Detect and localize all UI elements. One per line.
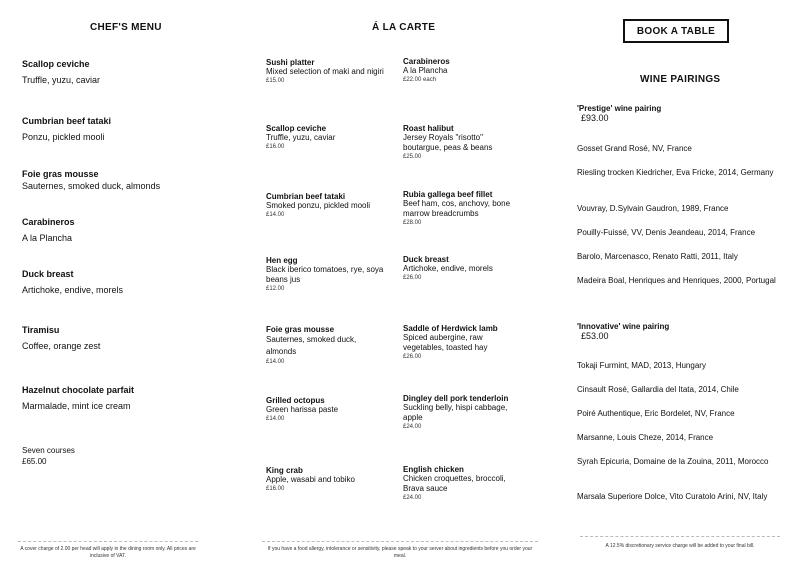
menu-item	[403, 57, 528, 83]
dish-price: £14.00	[266, 212, 285, 218]
menu-item	[403, 255, 528, 281]
dish-desc: Spiced aubergine, raw vegetables, toasted hay	[403, 333, 488, 352]
innovative-heading: 'Innovative' wine pairing	[577, 322, 670, 331]
dish-name: Saddle of Herdwick lamb	[403, 324, 498, 333]
dish-name: King crab	[266, 466, 303, 475]
service-charge-note: A 12.5% discretionary service charge will be added to your final bill.	[605, 543, 755, 549]
dish-price: £24.00	[403, 424, 422, 430]
wine-item: Marsala Superiore Dolce, Vito Curatolo Arini, NV, Italy	[577, 492, 768, 501]
chefs-menu-title: CHEF'S MENU	[90, 22, 162, 33]
dish-desc: Sauternes, smoked duck, almonds	[22, 181, 161, 191]
menu-item	[266, 192, 391, 218]
menu-item	[266, 256, 391, 292]
prestige-heading: 'Prestige' wine pairing	[577, 104, 662, 113]
menu-item	[266, 325, 376, 365]
dish-price: £14.00	[266, 359, 285, 365]
allergy-footer-note: If you have a food allergy, intolerance or sensitivity, please speak to your server about ingredients before you order your meal.	[267, 546, 533, 559]
dish-name: Foie gras mousse	[266, 325, 335, 334]
courses-label: Seven courses	[22, 446, 75, 455]
dish-desc: Black iberico tomatoes, rye, soya beans jus	[266, 265, 384, 284]
wine-item: Cinsault Rosé, Gallardia del Itata, 2014, Chile	[577, 385, 739, 394]
dish-price: £14.00	[266, 416, 285, 422]
dish-desc: Sauternes, smoked duck, almonds	[266, 335, 357, 356]
chefs-item	[22, 269, 123, 295]
wine-item: Pouilly-Fuissé, VV, Denis Jeandeau, 2014, France	[577, 228, 756, 237]
dish-desc: Mixed selection of maki and nigiri	[266, 67, 384, 76]
dish-name: Hazelnut chocolate parfait	[22, 385, 135, 395]
menu-item	[266, 58, 391, 84]
menu-item	[403, 465, 523, 501]
divider	[262, 541, 538, 542]
dish-price: £25.00	[403, 154, 422, 160]
menu-item	[266, 124, 391, 150]
chefs-menu-price: £65.00	[22, 457, 47, 466]
menu-item	[403, 124, 515, 160]
menu-item	[403, 394, 528, 430]
menu-item	[403, 324, 508, 360]
dish-name: Scallop ceviche	[22, 59, 90, 69]
dish-desc: Artichoke, endive, morels	[22, 285, 124, 295]
innovative-pairing-header	[577, 322, 669, 342]
dish-desc: A la Plancha	[22, 233, 73, 243]
wine-item: Gosset Grand Rosé, NV, France	[577, 144, 692, 153]
dish-desc: Jersey Royals "risotto" boutargue, peas & beans	[403, 133, 493, 152]
dish-desc: Ponzu, pickled mooli	[22, 132, 105, 142]
dish-price: £15.00	[266, 78, 285, 84]
innovative-price: £53.00	[581, 331, 609, 341]
dish-price: £28.00	[403, 220, 422, 226]
chefs-item	[22, 116, 111, 142]
chefs-footer-note: A cover charge of 2.00 per head will apply in the dining room only. All prices are inclusive of VAT.	[20, 546, 196, 559]
dish-desc: A la Plancha	[403, 66, 448, 75]
wine-item: Poiré Authentique, Eric Bordelet, NV, France	[577, 409, 735, 418]
dish-name: Foie gras mousse	[22, 169, 99, 179]
dish-desc: Coffee, orange zest	[22, 341, 101, 351]
dish-name: Cumbrian beef tataki	[266, 192, 346, 201]
dish-price: £12.00	[266, 286, 285, 292]
book-a-table-button[interactable]: BOOK A TABLE	[623, 19, 729, 43]
wine-item: Madeira Boal, Henriques and Henriques, 2000, Portugal	[577, 276, 776, 285]
dish-desc: Marmalade, mint ice cream	[22, 401, 131, 411]
wine-pairings-title: WINE PAIRINGS	[640, 74, 721, 85]
dish-desc: Truffle, yuzu, caviar	[22, 75, 101, 85]
wine-item: Barolo, Marcenasco, Renato Ratti, 2011, Italy	[577, 252, 738, 261]
dish-price: £22.00 each	[403, 77, 437, 83]
prestige-pairing-header	[577, 104, 661, 124]
dish-name: English chicken	[403, 465, 464, 474]
dish-name: Hen egg	[266, 256, 298, 265]
dish-name: Cumbrian beef tataki	[22, 116, 112, 126]
dish-desc: Suckling belly, hispi cabbage, apple	[403, 403, 508, 422]
dish-price: £16.00	[266, 144, 285, 150]
divider	[18, 541, 198, 542]
menu-item	[403, 190, 523, 226]
dish-name: Roast halibut	[403, 124, 454, 133]
dish-desc: Artichoke, endive, morels	[403, 264, 493, 273]
dish-name: Scallop ceviche	[266, 124, 327, 133]
dish-desc: Smoked ponzu, pickled mooli	[266, 201, 371, 210]
dish-desc: Truffle, yuzu, caviar	[266, 133, 336, 142]
dish-desc: Beef ham, cos, anchovy, bone marrow breadcrumbs	[403, 199, 511, 218]
dish-price: £24.00	[403, 495, 422, 501]
chefs-item	[22, 217, 75, 243]
menu-item	[266, 466, 391, 492]
menu-item	[266, 396, 391, 422]
dish-desc: Green harissa paste	[266, 405, 339, 414]
wine-item: Vouvray, D.Sylvain Gaudron, 1989, France	[577, 204, 729, 213]
dish-name: Grilled octopus	[266, 396, 325, 405]
prestige-price: £93.00	[581, 113, 609, 123]
wine-item: Marsanne, Louis Cheze, 2014, France	[577, 433, 714, 442]
dish-name: Carabineros	[22, 217, 75, 227]
chefs-item	[22, 59, 100, 85]
dish-price: £16.00	[266, 486, 285, 492]
dish-name: Duck breast	[403, 255, 449, 264]
divider	[580, 536, 780, 537]
dish-desc: Apple, wasabi and tobiko	[266, 475, 355, 484]
dish-name: Tiramisu	[22, 325, 60, 335]
chefs-item	[22, 385, 134, 411]
dish-price: £26.00	[403, 354, 422, 360]
wine-item: Tokaji Furmint, MAD, 2013, Hungary	[577, 361, 706, 370]
wine-item: Syrah Epicuria, Domaine de la Zouina, 2011, Morocco	[577, 457, 769, 466]
chefs-item	[22, 169, 160, 191]
dish-name: Sushi platter	[266, 58, 315, 67]
dish-desc: Chicken croquettes, broccoli, Brava sauce	[403, 474, 506, 493]
a-la-carte-title: Á LA CARTE	[372, 22, 436, 33]
chefs-item	[22, 325, 100, 351]
dish-name: Dingley dell pork tenderloin	[403, 394, 509, 403]
dish-name: Carabineros	[403, 57, 450, 66]
dish-name: Duck breast	[22, 269, 74, 279]
chefs-price-block	[22, 445, 75, 467]
dish-price: £26.00	[403, 275, 422, 281]
wine-item: Riesling trocken Kiedricher, Eva Fricke, 2014, Germany	[577, 168, 774, 177]
dish-name: Rubia gallega beef fillet	[403, 190, 493, 199]
